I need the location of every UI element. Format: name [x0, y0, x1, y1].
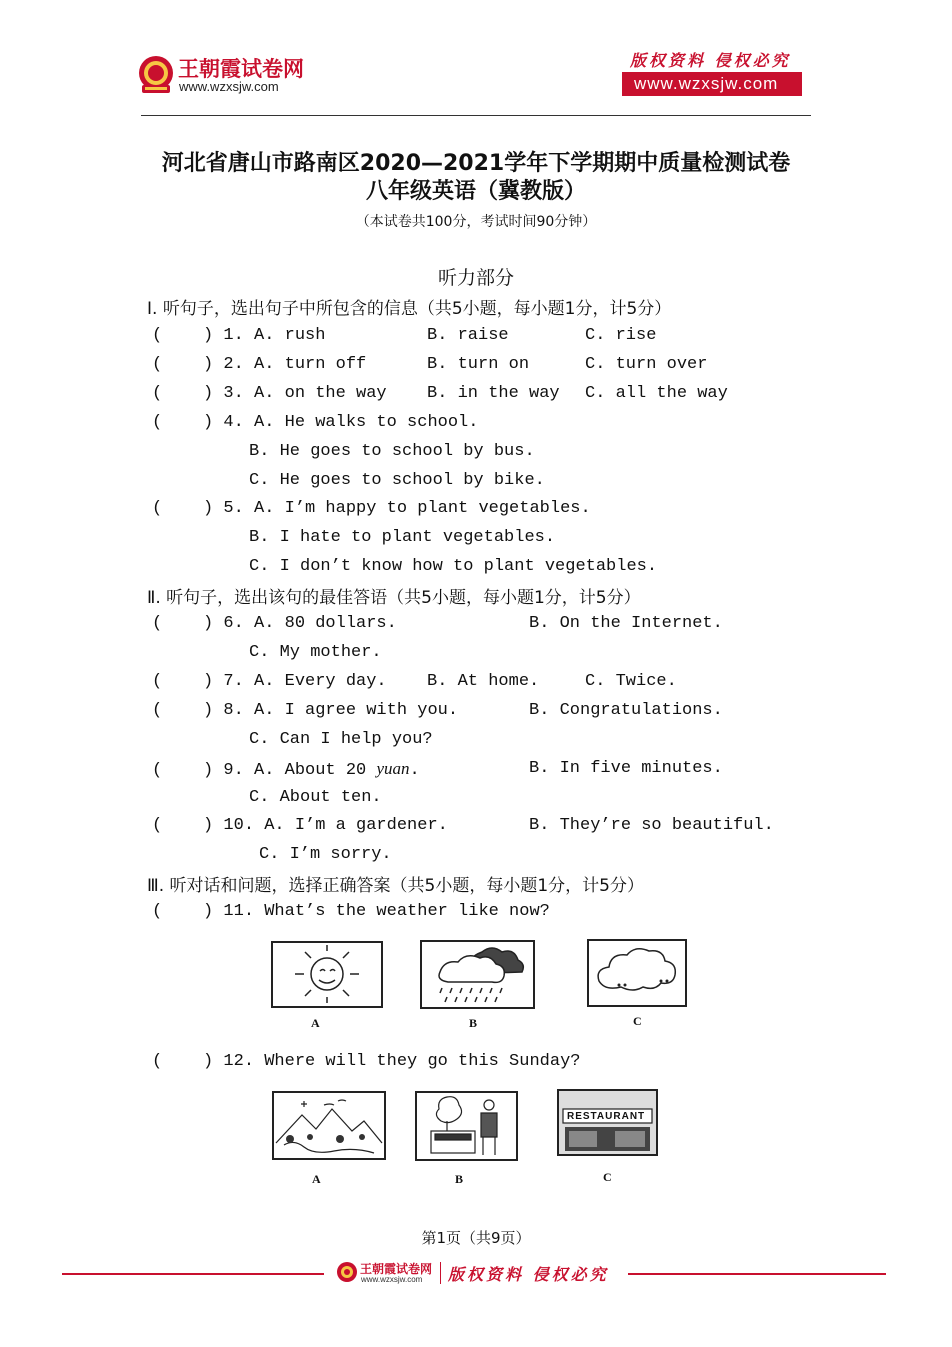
q4-option-a: ( ) 4. A. He walks to school.: [152, 413, 479, 432]
q10-option-c: C. I’m sorry.: [259, 845, 392, 864]
q9-option-a-period: .: [409, 761, 420, 780]
footer-logo: [336, 1260, 626, 1288]
footer-logo-emblem-icon: [336, 1261, 358, 1285]
q2-option-a: ( ) 2. A. turn off: [152, 355, 367, 374]
q2-option-c: C. turn over: [585, 355, 708, 374]
exam-note: （本试卷共100分，考试时间90分钟）: [355, 214, 597, 230]
logo-url: www.wzxsjw.com: [179, 79, 279, 94]
q4-option-c: C. He goes to school by bike.: [249, 471, 545, 490]
header-banner: [622, 72, 802, 96]
q10-option-b: B. They’re so beautiful.: [529, 816, 774, 835]
q7-option-b: B. At home.: [427, 672, 540, 691]
q11-picture-b-rain: [420, 940, 535, 1009]
restaurant-building-icon: [559, 1091, 656, 1154]
restaurant-sign: RESTAURANT: [567, 1111, 646, 1122]
q8-option-a: ( ) 8. A. I agree with you.: [152, 701, 459, 720]
q5-option-b: B. I hate to plant vegetables.: [249, 528, 556, 547]
cloud-icon: [589, 941, 685, 1005]
part2-heading: Ⅱ. 听句子，选出该句的最佳答语（共5小题，每小题1分，计5分）: [147, 588, 641, 608]
q9-option-a: [152, 759, 420, 780]
q11-picture-a-sun: [271, 941, 383, 1008]
rain-cloud-icon: [422, 942, 533, 1007]
q6-option-c: C. My mother.: [249, 643, 382, 662]
footer-slogan: 版权资料 侵权必究: [448, 1265, 609, 1284]
header-slogan: 版权资料 侵权必究: [630, 51, 791, 70]
q3-option-b: B. in the way: [427, 384, 560, 403]
q9-option-a-unit: yuan: [376, 759, 410, 778]
q5-option-c: C. I don’t know how to plant vegetables.: [249, 557, 658, 576]
q12-label-c: C: [603, 1170, 612, 1184]
q12-stem: ( ) 12. Where will they go this Sunday?: [152, 1052, 581, 1071]
market-stall-icon: [417, 1093, 516, 1159]
footer-divider: [440, 1262, 441, 1284]
q6-option-b: B. On the Internet.: [529, 614, 723, 633]
q11-picture-c-cloud: [587, 939, 687, 1007]
part1-heading: Ⅰ. 听句子，选出句子中所包含的信息（共5小题，每小题1分，计5分）: [147, 299, 672, 319]
mountains-icon: [274, 1093, 384, 1158]
q9-option-b: B. In five minutes.: [529, 759, 723, 778]
part3-heading: Ⅲ. 听对话和问题，选择正确答案（共5小题，每小题1分，计5分）: [147, 876, 644, 896]
q11-label-c: C: [633, 1014, 642, 1028]
q5-option-a: ( ) 5. A. I’m happy to plant vegetables.: [152, 499, 591, 518]
q12-picture-c-restaurant: [557, 1089, 658, 1156]
header-logo: [136, 53, 336, 97]
q2-option-b: B. turn on: [427, 355, 530, 374]
q6-option-a: ( ) 6. A. 80 dollars.: [152, 614, 397, 633]
q9-option-c: C. About ten.: [249, 788, 382, 807]
q12-picture-a-mountains: [272, 1091, 386, 1160]
q1-option-c: C. rise: [585, 326, 657, 345]
q1-option-a: ( ) 1. A. rush: [152, 326, 326, 345]
exam-title: 河北省唐山市路南区2020—2021学年下学期期中质量检测试卷: [161, 151, 791, 176]
sun-icon: [273, 943, 381, 1006]
banner-url: www.wzxsjw.com: [634, 74, 779, 93]
page-number: 第1页（共9页）: [421, 1229, 531, 1247]
q9-option-a-text: ( ) 9. A. About 20: [152, 761, 377, 780]
q8-option-c: C. Can I help you?: [249, 730, 433, 749]
section-title: 听力部分: [437, 267, 514, 289]
q3-option-a: ( ) 3. A. on the way: [152, 384, 387, 403]
q3-option-c: C. all the way: [585, 384, 728, 403]
q7-option-a: ( ) 7. A. Every day.: [152, 672, 387, 691]
q11-stem: ( ) 11. What’s the weather like now?: [152, 902, 550, 921]
logo-name: 王朝霞试卷网: [178, 57, 304, 81]
q11-label-b: B: [469, 1016, 478, 1030]
q7-option-c: C. Twice.: [585, 672, 677, 691]
q12-label-b: B: [455, 1172, 464, 1186]
footer-rule-left: [62, 1273, 324, 1275]
footer-rule-right: [628, 1273, 886, 1275]
q10-option-a: ( ) 10. A. I’m a gardener.: [152, 816, 448, 835]
q1-option-b: B. raise: [427, 326, 509, 345]
q8-option-b: B. Congratulations.: [529, 701, 723, 720]
footer-logo-name: 王朝霞试卷网: [360, 1262, 433, 1276]
header-rule: [141, 115, 811, 116]
q11-label-a: A: [311, 1016, 320, 1030]
logo-emblem-icon: [136, 53, 176, 95]
exam-subtitle: 八年级英语（冀教版）: [365, 179, 586, 204]
q12-label-a: A: [312, 1172, 321, 1186]
footer-logo-url: www.wzxsjw.com: [361, 1275, 423, 1284]
q12-picture-b-market: [415, 1091, 518, 1161]
q4-option-b: B. He goes to school by bus.: [249, 442, 535, 461]
